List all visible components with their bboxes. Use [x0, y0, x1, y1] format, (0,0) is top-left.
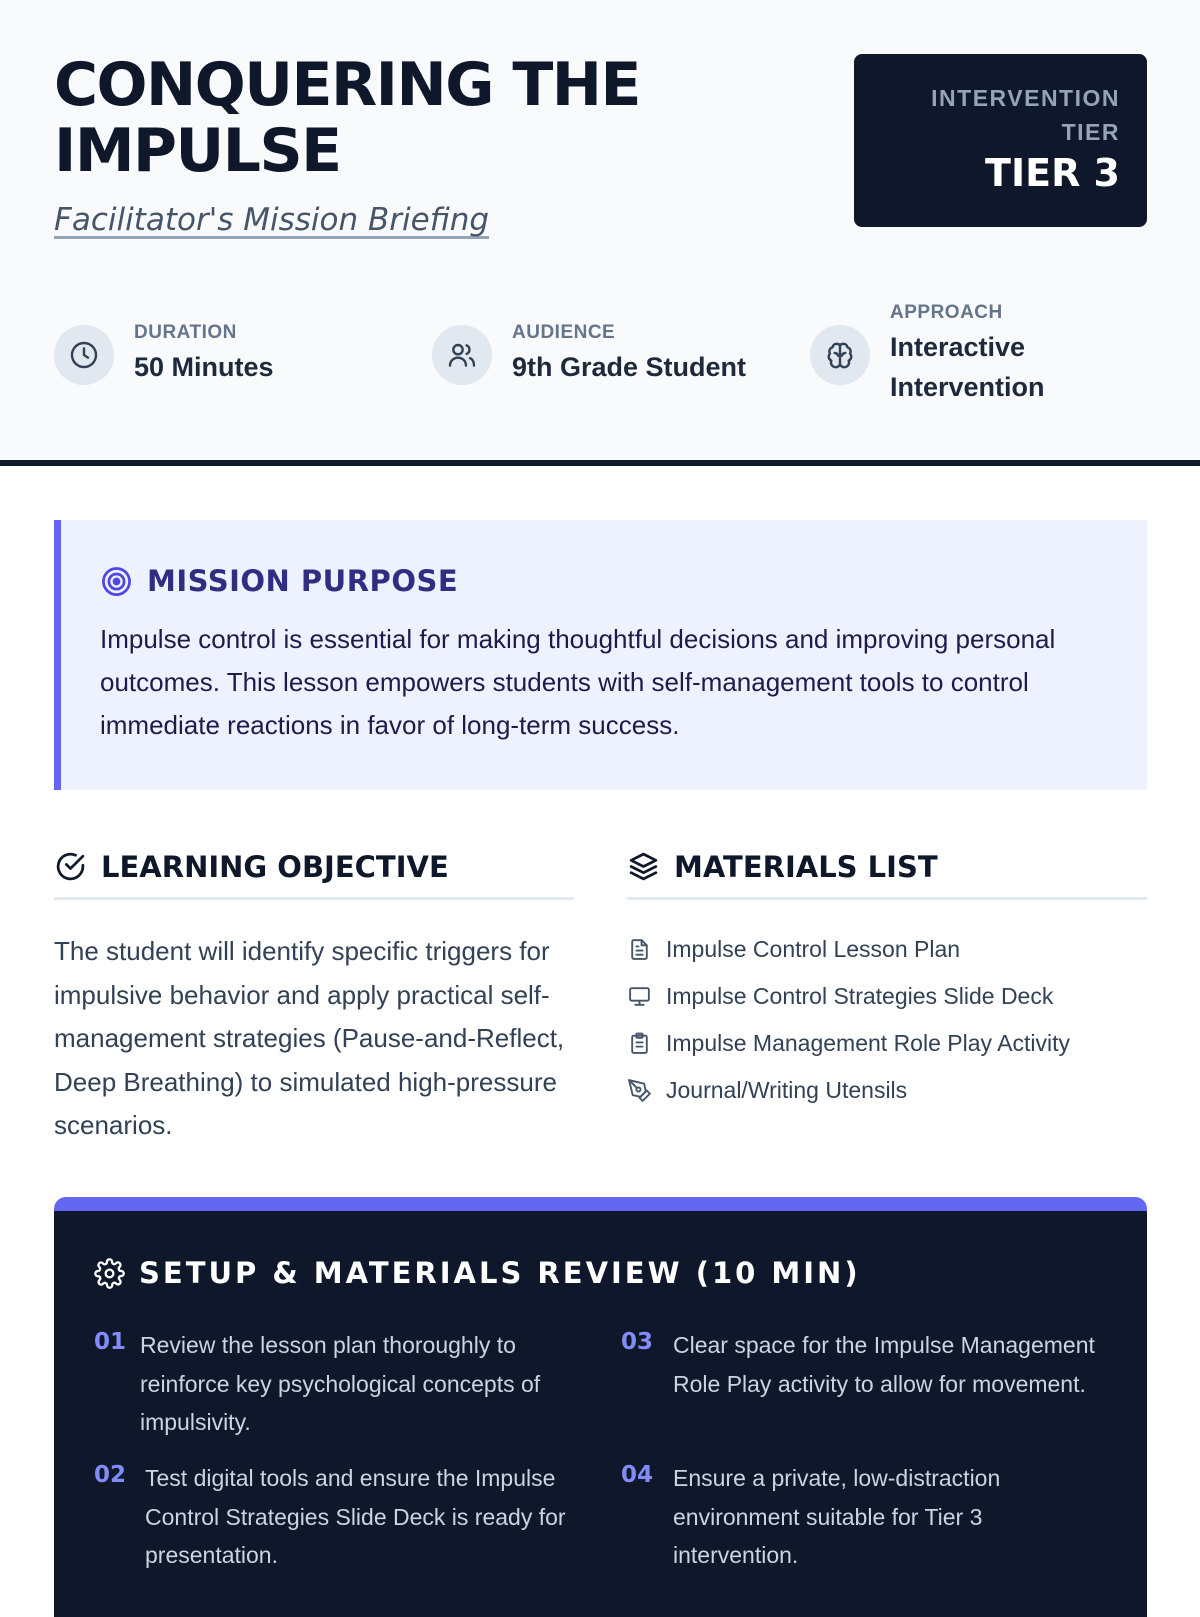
step-number: 04: [621, 1462, 654, 1488]
gear-icon: [94, 1258, 125, 1289]
meta-value: 9th Grade Student: [512, 352, 747, 382]
step-number: 02: [94, 1462, 127, 1488]
meta-label: DURATION: [134, 322, 237, 343]
step-text: Test digital tools and ensure the Impulse Control Strategies Slide Deck is ready for presentation.: [145, 1465, 566, 1568]
target-icon: [100, 565, 133, 598]
layers-icon: [627, 850, 660, 883]
material-label: Impulse Control Lesson Plan: [666, 936, 961, 962]
purpose-title: MISSION PURPOSE: [147, 564, 459, 598]
monitor-icon: [627, 984, 652, 1009]
meta-value: Interactive Intervention: [890, 332, 1045, 402]
setup-heading: [94, 1256, 861, 1290]
materials-title: MATERIALS LIST: [674, 849, 938, 884]
pen-icon: [627, 1078, 652, 1103]
users-icon: [432, 325, 492, 385]
learning-objective-section: [54, 846, 574, 1148]
meta-value: 50 Minutes: [134, 352, 274, 382]
brain-icon: [810, 325, 870, 385]
objective-text: The student will identify specific triggers for impulsive behavior and apply practical self-management strategies (Pause-and-Reflect, Deep Breathing) to simulated high-pressure scenarios.: [54, 936, 565, 1140]
meta-approach: [810, 302, 1150, 402]
clock-icon: [54, 325, 114, 385]
clipboard-icon: [627, 1031, 652, 1056]
list-item: [627, 1067, 1147, 1114]
purpose-text: Impulse control is essential for making thoughtful decisions and improving personal outcomes. This lesson empowers students with self-management tools to control immediate reactions in favor of long-term success.: [100, 624, 1056, 740]
page-title: CONQUERING THE IMPULSE: [54, 50, 640, 186]
step-text: Review the lesson plan thoroughly to reinforce key psychological concepts of impulsivity.: [140, 1332, 541, 1435]
purpose-heading: [100, 564, 1107, 598]
step-number: 03: [621, 1329, 654, 1355]
tier-value: TIER 3: [985, 151, 1120, 195]
page-subtitle: Facilitator's Mission Briefing: [54, 202, 490, 238]
objective-title: LEARNING OBJECTIVE: [101, 849, 449, 884]
meta-audience: [432, 322, 772, 385]
step-number: 01: [94, 1329, 127, 1355]
materials-list: [627, 926, 1147, 1114]
setup-card: [54, 1197, 1147, 1617]
tier-badge: [854, 54, 1147, 227]
step-text: Ensure a private, low-distraction environment suitable for Tier 3 intervention.: [673, 1465, 1001, 1568]
meta-label: AUDIENCE: [512, 322, 616, 343]
list-item: [627, 973, 1147, 1020]
header: [0, 0, 1200, 466]
materials-section: [627, 846, 1147, 1114]
list-item: [627, 1020, 1147, 1067]
material-label: Impulse Management Role Play Activity: [666, 1030, 1070, 1056]
material-label: Impulse Control Strategies Slide Deck: [666, 983, 1054, 1009]
list-item: [627, 926, 1147, 973]
material-label: Journal/Writing Utensils: [666, 1077, 908, 1103]
mission-purpose-card: [54, 520, 1147, 790]
tier-label: INTERVENTION TIER: [931, 85, 1120, 145]
materials-heading: [627, 846, 1147, 900]
meta-label: APPROACH: [890, 302, 1003, 323]
step-text: Clear space for the Impulse Management Role Play activity to allow for movement.: [673, 1332, 1095, 1397]
meta-duration: [54, 322, 374, 385]
document-icon: [627, 937, 652, 962]
objective-heading: [54, 846, 574, 900]
setup-title: SETUP & MATERIALS REVIEW (10 MIN): [139, 1256, 861, 1290]
check-circle-icon: [54, 850, 87, 883]
